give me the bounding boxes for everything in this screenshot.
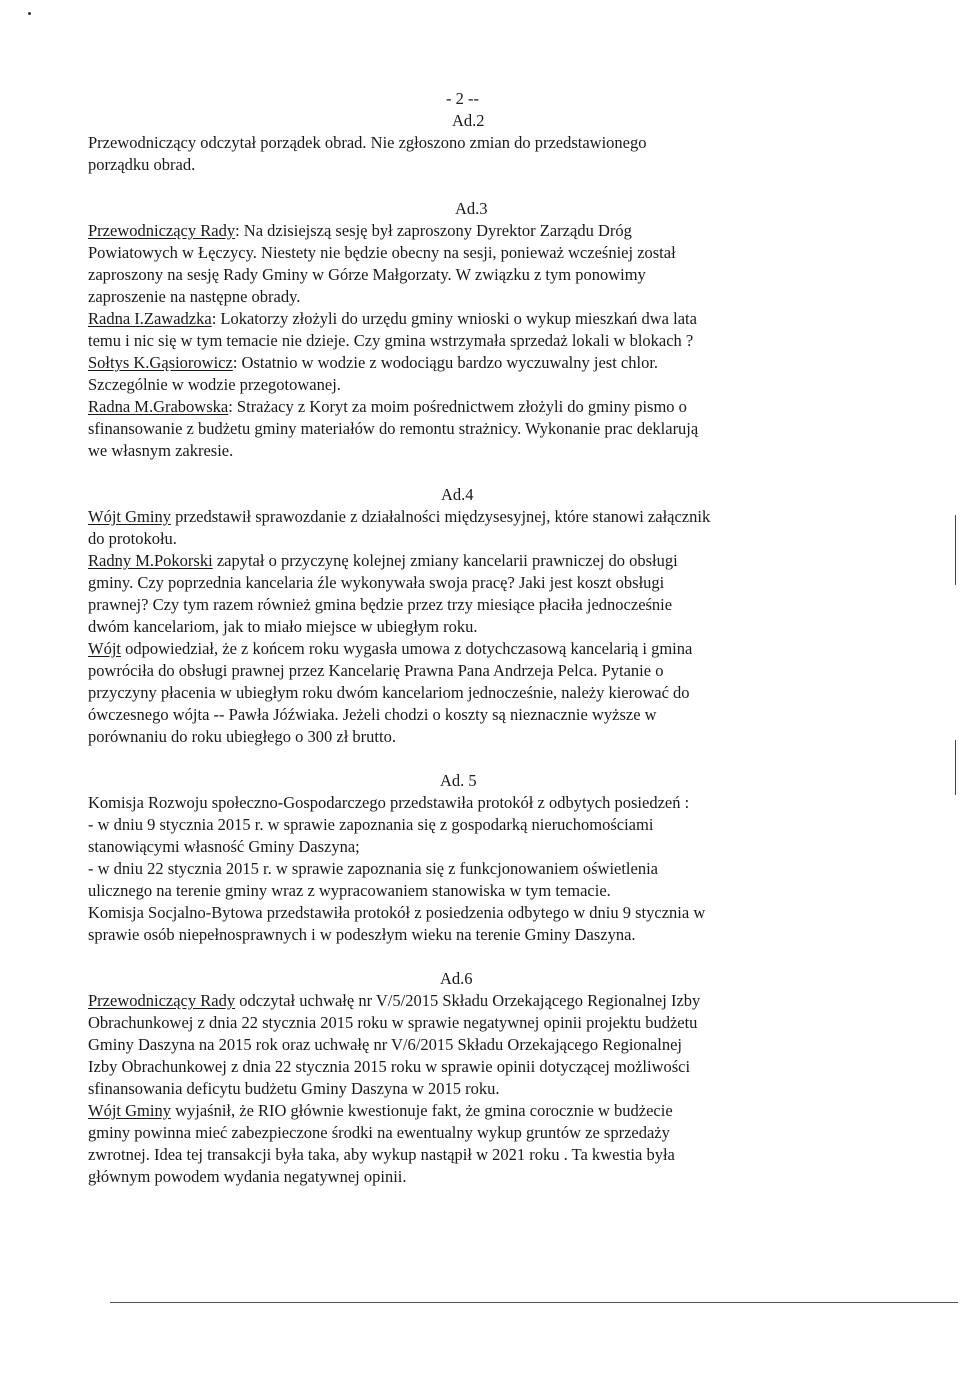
heading-ad2: Ad.2 (452, 111, 485, 130)
paragraph-line: dwóm kancelariom, jak to miało miejsce w ubiegłym roku. (88, 617, 478, 636)
speaker-text: : Strażacy z Koryt za moim pośrednictwem złożyli do gminy pismo o (228, 397, 687, 416)
heading-ad5: Ad. 5 (440, 771, 477, 790)
paragraph-line: - w dniu 9 stycznia 2015 r. w sprawie zapoznania się z gospodarką nieruchomościami (88, 815, 654, 834)
paragraph-line (88, 220, 632, 242)
speaker-name: Wójt Gminy (88, 507, 171, 526)
paragraph-line: Obrachunkowej z dnia 22 stycznia 2015 roku w sprawie negatywnej opinii projektu budżetu (88, 1013, 698, 1032)
heading-ad6: Ad.6 (440, 969, 473, 988)
paragraph-line (88, 352, 658, 374)
scan-edge-mark (955, 740, 956, 795)
paragraph-line: zwrotnej. Idea tej transakcji była taka, aby wykup nastąpił w 2021 roku . Ta kwestia była (88, 1145, 675, 1164)
speaker-text: wyjaśnił, że RIO głównie kwestionuje fakt, że gmina corocznie w budżecie (170, 1101, 673, 1120)
heading-ad4: Ad.4 (441, 485, 474, 504)
paragraph-line: porządku obrad. (88, 155, 196, 174)
heading-ad3: Ad.3 (455, 199, 488, 218)
paragraph-line: Komisja Rozwoju społeczno-Gospodarczego przedstawiła protokół z odbytych posiedzeń : (88, 793, 690, 812)
paragraph-line (88, 990, 700, 1012)
paragraph-line: Przewodniczący odczytał porządek obrad. Nie zgłoszono zmian do przedstawionego (88, 133, 647, 152)
scan-speck (28, 12, 31, 15)
paragraph-line: Szczególnie w wodzie przegotowanej. (88, 375, 341, 394)
speaker-text: zapytał o przyczynę kolejnej zmiany kancelarii prawniczej do obsługi (212, 551, 678, 570)
paragraph-line: stanowiącymi własność Gminy Daszyna; (88, 837, 360, 856)
speaker-name: Przewodniczący Rady (88, 221, 236, 240)
scan-edge-mark (955, 515, 956, 585)
paragraph-line: temu i nic się w tym temacie nie dzieje. Czy gmina wstrzymała sprzedaż lokali w blokach ? (88, 331, 694, 350)
paragraph-line: sfinansowanie z budżetu gminy materiałów do remontu strażnicy. Wykonanie prac deklarują (88, 419, 699, 438)
paragraph-line: prawnej? Czy tym razem również gmina będzie przez trzy miesiące płaciła jednocześnie (88, 595, 673, 614)
paragraph-line: ulicznego na terenie gminy wraz z wypracowaniem stanowiska w tym temacie. (88, 881, 611, 900)
speaker-name: Radna I.Zawadzka (88, 309, 212, 328)
speaker-name: Wójt Gminy (88, 1101, 171, 1120)
paragraph-line: gminy powinna mieć zabezpieczone środki na ewentualny wykup gruntów ze sprzedaży (88, 1123, 670, 1142)
paragraph-line (88, 1100, 673, 1122)
paragraph-line (88, 506, 710, 528)
paragraph-line: do protokołu. (88, 529, 177, 548)
paragraph-line (88, 396, 687, 418)
paragraph-line (88, 308, 697, 330)
speaker-name: Przewodniczący Rady (88, 991, 236, 1010)
paragraph-line: przyczyny płacenia w ubiegłym roku dwóm kancelariom jednocześnie, należy kierować do (88, 683, 690, 702)
paragraph-line: - w dniu 22 stycznia 2015 r. w sprawie zapoznania się z funkcjonowaniem oświetlenia (88, 859, 658, 878)
paragraph-line: sprawie osób niepełnosprawnych i w podeszłym wieku na terenie Gminy Daszyna. (88, 925, 636, 944)
speaker-text: : Ostatnio w wodzie z wodociągu bardzo wyczuwalny jest chlor. (232, 353, 659, 372)
paragraph-line: głównym powodem wydania negatywnej opinii. (88, 1167, 407, 1186)
paragraph-line: we własnym zakresie. (88, 441, 234, 460)
paragraph-line: porównaniu do roku ubiegłego o 300 zł brutto. (88, 727, 396, 746)
speaker-name: Sołtys K.Gąsiorowicz (88, 353, 233, 372)
footer-rule (110, 1302, 958, 1303)
speaker-text: odpowiedział, że z końcem roku wygasła umowa z dotychczasową kancelarią i gmina (121, 639, 693, 658)
speaker-name: Wójt (88, 639, 121, 658)
paragraph-line: sfinansowania deficytu budżetu Gminy Daszyna w 2015 roku. (88, 1079, 500, 1098)
paragraph-line: Powiatowych w Łęczycy. Niestety nie będzie obecny na sesji, ponieważ wcześniej został (88, 243, 676, 262)
speaker-text: odczytał uchwałę nr V/5/2015 Składu Orzekającego Regionalnej Izby (235, 991, 701, 1010)
paragraph-line (88, 638, 692, 660)
speaker-text: przedstawił sprawozdanie z działalności międzysesyjnej, które stanowi załącznik (170, 507, 711, 526)
speaker-name: Radna M.Grabowska (88, 397, 229, 416)
paragraph-line: zaproszenie na następne obrady. (88, 287, 301, 306)
speaker-text: : Na dzisiejszą sesję był zaproszony Dyrektor Zarządu Dróg (235, 221, 632, 240)
speaker-name: Radny M.Pokorski (88, 551, 213, 570)
paragraph-line: Komisja Socjalno-Bytowa przedstawiła protokół z posiedzenia odbytego w dniu 9 stycznia w (88, 903, 706, 922)
paragraph-line: powróciła do obsługi prawnej przez Kancelarię Prawna Pana Andrzeja Pelca. Pytanie o (88, 661, 664, 680)
paragraph-line: Izby Obrachunkowej z dnia 22 stycznia 2015 roku w sprawie opinii dotyczącej możliwości (88, 1057, 691, 1076)
speaker-text: : Lokatorzy złożyli do urzędu gminy wnioski o wykup mieszkań dwa lata (211, 309, 697, 328)
page-number: - 2 -- (446, 89, 479, 108)
paragraph-line: zaproszony na sesję Rady Gminy w Górze Małgorzaty. W związku z tym ponowimy (88, 265, 646, 284)
paragraph-line: ówczesnego wójta -- Pawła Jóźwiaka. Jeżeli chodzi o koszty są nieznacznie wyższe w (88, 705, 657, 724)
paragraph-line: Gminy Daszyna na 2015 rok oraz uchwałę nr V/6/2015 Składu Orzekającego Regionalnej (88, 1035, 682, 1054)
paragraph-line: gminy. Czy poprzednia kancelaria źle wykonywała swoja pracę? Jaki jest koszt obsługi (88, 573, 665, 592)
paragraph-line (88, 550, 678, 572)
